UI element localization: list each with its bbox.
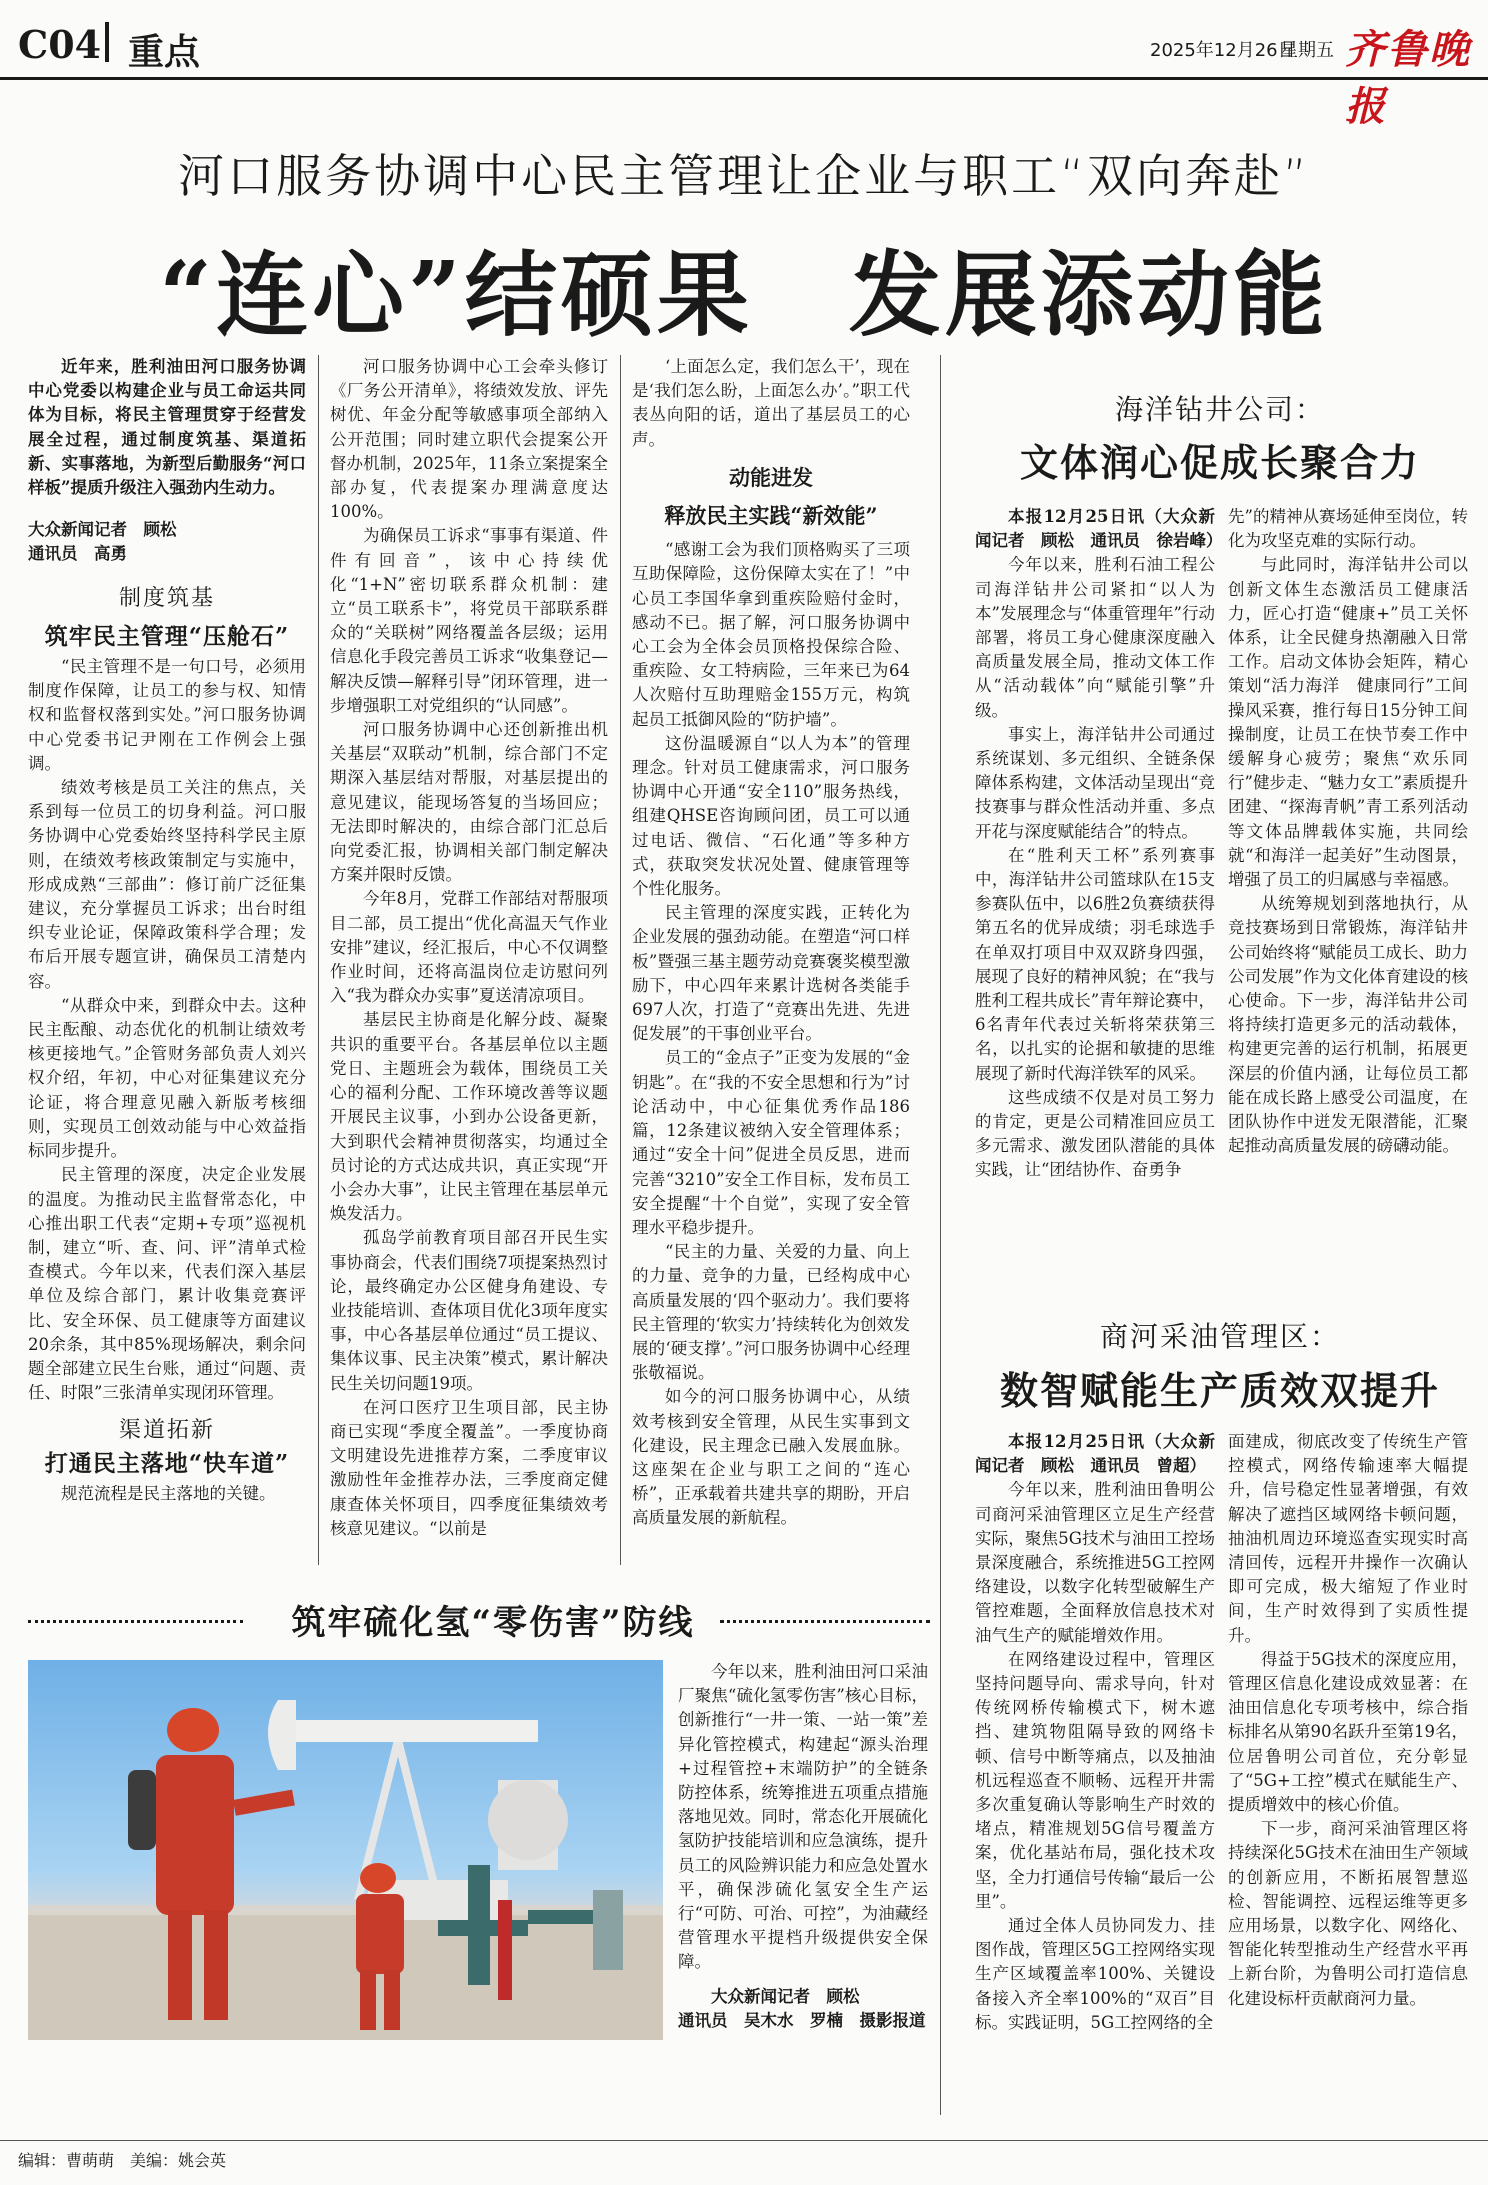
paragraph: 先”的精神从赛场延伸至岗位，转化为攻坚克难的实际行动。 (1228, 507, 1468, 551)
footer-rule (0, 2140, 1488, 2141)
byline-reporter: 大众新闻记者 顾松 (28, 520, 177, 540)
paragraph: 下一步，商河采油管理区将持续深化5G技术在油田生产领域的创新应用，不断拓展智慧巡检、智能调控、远程运维等更多应用场景，以数字化、网络化、智能化转型推动生产经营水平再上新台阶，为鲁明公司打造信息化建设标杆贡献商河力量。 (1228, 1819, 1468, 2008)
paragraph: 与此同时，海洋钻井公司以创新文体生态激活员工健康活力，匠心打造“健康+”员工关怀体系，让全民健身热潮融入日常工作。启动文体协会矩阵，精心策划“活力海洋 健康同行”工间操风采赛，推行每日15分钟工间操制度，让员工在快节奏工作中缓解身心疲劳；聚焦“欢乐同行”健步走、“魅力女工”素质提升团建、“探海青帆”青工系列活动等文体品牌载体实施，共同绘就“和海洋一起美好”生动图景，增强了员工的归属感与幸福感。 (1228, 555, 1468, 890)
issue-date: 2025年12月26日 (1150, 40, 1296, 61)
column-rule (940, 355, 941, 2115)
shanghe-column-1 (975, 1430, 1215, 2035)
ocean-kicker: 海洋钻井公司： (1114, 393, 1325, 426)
photo-box-caption (678, 1660, 928, 2033)
section-heading-2-kicker: 渠道拓新 (118, 1418, 215, 1444)
header-separator (105, 22, 109, 62)
page-code: C04 (18, 22, 102, 67)
section-heading-1 (28, 587, 306, 649)
section-heading-1-title: 筑牢民主管理“压舱石” (44, 622, 290, 650)
paragraph: 基层民主协商是化解分歧、凝聚共识的重要平台。各基层单位以主题党日、主题班会为载体，围绕员工关心的福利分配、工作环境改善等议题开展民主议事，小到办公设备更新，大到职代会精神贯彻落实，均通过全员讨论的方式达成共识，真正实现“开小会办大事”，让民主管理在基层单元焕发活力。 (330, 1010, 608, 1224)
paragraph: 今年以来，胜利油田河口采油厂聚焦“硫化氢零伤害”核心目标，创新推行“一井一策、一站一策”差异化管控模式，构建起“源头治理+过程管控+末端防护”的全链条防控体系，统筹推进五项重点措施落地见效。同时，常态化开展硫化氢防护技能培训和应急演练，提升员工的风险辨识能力和应急处置水平，确保涉硫化氢安全生产运行“可防、可治、可控”，为油藏经营管理水平提档升级提供安全保障。 (678, 1662, 928, 1972)
paragraph: 孤岛学前教育项目部召开民生实事协商会，代表们围绕7项提案热烈讨论，最终确定办公区健身角建设、专业技能培训、查体项目优化3项年度实事，中心各基层单位通过“员工提议、集体议事、民主决策”模式，累计解决民生关切问题19项。 (330, 1228, 608, 1393)
photo-credit-reporter: 大众新闻记者 顾松 (711, 1986, 860, 2006)
paragraph: 这份温暖源自“以人为本”的管理理念。针对员工健康需求，河口服务协调中心开通“安全110”服务热线，组建QHSE咨询顾问团，员工可以通过电话、微信、“石化通”等多种方式，获取突发状况处置、健康管理等个性化服务。 (632, 733, 910, 899)
section-heading-2-title: 打通民主落地“快车道” (44, 1449, 290, 1477)
paragraph: 事实上，海洋钻井公司通过系统谋划、多元组织、全链条保障体系构建，文体活动呈现出“竞技赛事与群众性活动并重、多点开花与深度赋能结合”的特点。 (975, 724, 1215, 841)
section-heading-1-kicker: 制度筑基 (118, 585, 215, 611)
ocean-title: 文体润心促成长聚合力 (1019, 440, 1420, 485)
oilfield-illustration (28, 1660, 663, 2040)
paragraph: 面建成，彻底改变了传统生产管控模式，网络传输速率大幅提升，信号稳定性显著增强，有效解决了遮挡区域网络卡顿问题，抽油机周边环境巡查实现实时高清回传，远程开井操作一次确认即可完成，极大缩短了作业时间，生产时效得到了实质性提升。 (1228, 1432, 1468, 1645)
paragraph: 河口服务协调中心工会牵头修订《厂务公开清单》，将绩效发放、评先树优、年金分配等敏感事项全部纳入公开范围；同时建立职代会提案公开督办机制，2025年，11条立案提案全部办复，代表提案办理满意度达100%。 (330, 357, 608, 522)
article-subhead: 河口服务协调中心民主管理让企业与职工“双向奔赴” (178, 149, 1310, 203)
byline-correspondent: 通讯员 高勇 (28, 544, 127, 564)
issue-weekday: 星期五 (1280, 40, 1334, 61)
paragraph: 今年以来，胜利石油工程公司海洋钻井公司紧扣“以人为本”发展理念与“体重管理年”行动部署，将员工身心健康深度融入高质量发展全局，推动文体工作从“活动载体”向“赋能引擎”升级。 (975, 555, 1215, 720)
footer-editors: 编辑：曹萌萌 美编：姚会英 (18, 2151, 227, 2170)
page-header (0, 0, 1488, 130)
paragraph: “感谢工会为我们顶格购买了三项互助保障险，这份保障太实在了！”中心员工李国华拿到重疾险赔付金时，感动不已。据了解，河口服务协调中心工会为全体会员顶格投保综合险、重疾险、女工特病险，三年来已为64人次赔付互助理赔金155万元，构筑起员工抵御风险的“防护墙”。 (632, 540, 910, 729)
shanghe-column-2 (1228, 1430, 1468, 2011)
paragraph: 民主管理的深度，决定企业发展的温度。为推动民主监督常态化，中心推出职工代表“定期+专项”巡视机制，建立“听、查、问、评”清单式检查模式。今年以来，代表们深入基层单位及综合部门，累计收集竞赛评比、安全环保、员工健康等方面建议20余条，其中85%现场解决，剩余问题全部建立民生台账，通过“问题、责任、时限”三张清单实现闭环管理。 (28, 1165, 306, 1403)
paragraph: 河口服务协调中心还创新推出机关基层“双联动”机制，综合部门不定期深入基层结对帮服，对基层提出的意见建议，能现场答复的当场回应；无法即时解决的，由综合部门汇总后向党委汇报，协调相关部门制定解决方案并限时反馈。 (330, 720, 608, 885)
paragraph: 从统筹规划到落地执行，从竞技赛场到日常锻炼，海洋钻井公司始终将“赋能员工成长、助力公司发展”作为文化体育建设的核心使命。下一步，海洋钻井公司将持续打造更多元的活动载体，构建更完善的运行机制，拓展更深层的价值内涵，让每位员工都能在成长路上感受公司温度，在团队协作中迸发无限潜能，汇聚起推动高质量发展的磅礴动能。 (1228, 894, 1468, 1156)
column-rule (318, 355, 319, 1565)
paragraph: 规范流程是民主落地的关键。 (61, 1483, 276, 1503)
paragraph: 今年以来，胜利油田鲁明公司商河采油管理区立足生产经营实际，聚焦5G技术与油田工控场景深度融合，系统推进5G工控网络建设，以数字化转型破解生产管控难题，全面释放信息技术对油气生产的赋能增效作用。 (975, 1480, 1215, 1645)
section-name: 重点 (128, 31, 201, 73)
article-lead: 近年来，胜利油田河口服务协调中心党委以构建企业与员工命运共同体为目标，将民主管理贯穿于经营发展全过程，通过制度筑基、渠道拓新、实事落地，为新型后勤服务“河口样板”提质升级注入强劲内生动力。 (28, 357, 306, 498)
section-heading-3-kicker: 动能进发 (729, 464, 813, 490)
paragraph: 绩效考核是员工关注的焦点，关系到每一位员工的切身利益。河口服务协调中心党委始终坚持科学民主原则，在绩效考核政策制定与实施中，形成成熟“三部曲”：修订前广泛征集建议，充分掌握员工诉求；出台时组织专业论证，保障政策科学合理；发布后开展专题宣讲，确保员工清楚内容。 (28, 778, 306, 991)
photo-credit-correspondent: 通讯员 吴木水 罗楠 摄影报道 (678, 2010, 926, 2030)
paragraph: 在“胜利天工杯”系列赛事中，海洋钻井公司篮球队在15支参赛队伍中，以6胜2负赛绩获得第五名的优异成绩；羽毛球选手在单双打项目中双双跻身四强，展现了良好的精神风貌；在“我与胜利工程共成长”青年辩论赛中，6名青年代表过关斩将荣获第三名，以扎实的论据和敏捷的思维展现了新时代海洋铁军的风采。 (975, 845, 1215, 1083)
paragraph: 民主管理的深度实践，正转化为企业发展的强劲动能。在塑造“河口样板”暨强三基主题劳动竞赛褒奖模型激励下，中心四年来累计选树各类能手697人次，打造了“竞赛出先进、先进促发展”的干事创业平台。 (632, 903, 910, 1044)
ocean-column-2 (1228, 505, 1468, 1158)
paragraph: 今年8月，党群工作部结对帮服项目二部，员工提出“优化高温天气作业安排”建议，经汇报后，中心不仅调整作业时间，还将高温岗位走访慰问列入“我为群众办实事”夏送清凉项目。 (330, 889, 608, 1006)
paragraph: 在网络建设过程中，管理区坚持问题导向、需求导向，针对传统网桥传输模式下，树木遮挡、建筑物阻隔导致的网络卡顿、信号中断等痛点，以及抽油机远程巡查不顺畅、远程开井需多次重复确认等影响生产时效的堵点，精准规划5G信号覆盖方案，优化基站布局，强化技术攻坚，全力打通信号传输“最后一公里”。 (975, 1649, 1215, 1911)
paragraph: 在河口医疗卫生项目部，民主协商已实现“季度全覆盖”。一季度协商文明建设先进推荐方案，二季度审议激励性年金推荐办法，三季度商定健康查体关怀项目，四季度征集绩效考核意见建议。“以前是 (330, 1397, 608, 1538)
paragraph: ‘上面怎么定，我们怎么干’，现在是‘我们怎么盼，上面怎么办’。”职工代表丛向阳的话，道出了基层员工的心声。 (632, 357, 910, 449)
photo-box-title: 筑牢硫化氢“零伤害”防线 (291, 1603, 695, 1643)
main-column-2 (330, 355, 608, 1541)
main-column-3 (632, 355, 910, 1531)
ocean-dateline: 本报12月25日讯（大众新闻记者 顾松 通讯员 徐岩峰） (975, 507, 1223, 551)
paragraph: “民主的力量、关爱的力量、向上的力量、竞争的力量，已经构成中心高质量发展的‘四个驱动力’。我们要将民主管理的‘软实力’持续转化为创效发展的‘硬支撑’。”河口服务协调中心经理张敬福说。 (632, 1242, 910, 1383)
shanghe-title: 数智赋能生产质效双提升 (999, 1368, 1440, 1413)
oilfield-photo (28, 1660, 663, 2040)
paragraph: 通过全体人员协同发力、挂图作战，管理区5G工控网络实现生产区域覆盖率100%、关键设备接入齐全率100%的“双百”目标。实践证明，5G工控网络的全 (975, 1916, 1215, 2032)
paragraph: “从群众中来，到群众中去。这种民主酝酿、动态优化的机制让绩效考核更接地气。”企管财务部负责人刘兴权介绍，年初，中心对征集建议充分论证，将合理意见融入新版考核细则，实现员工创效动能与中心效益指标同步提升。 (28, 995, 306, 1161)
section-heading-2 (28, 1419, 306, 1475)
paragraph: 这些成绩不仅是对员工努力的肯定，更是公司精准回应员工多元需求、激发团队潜能的具体实践，让“团结协作、奋勇争 (975, 1087, 1215, 1180)
article-headline: “连心”结硕果 发展添动能 (159, 241, 1329, 349)
paragraph: 得益于5G技术的深度应用，管理区信息化建设成效显著：在油田信息化专项考核中，综合指标排名从第90名跃升至第19名，位居鲁明公司首位，充分彰显了“5G+工控”模式在赋能生产、提质增效中的核心价值。 (1228, 1649, 1468, 1815)
column-rule (620, 355, 621, 1565)
newspaper-logo: 齐鲁晚报 (1345, 26, 1471, 130)
main-column-1 (28, 355, 306, 1506)
ocean-column-1 (975, 505, 1223, 1183)
paragraph: “民主管理不是一句口号，必须用制度作保障，让员工的参与权、知情权和监督权落到实处。”河口服务协调中心党委书记尹刚在工作例会上强调。 (28, 657, 306, 773)
shanghe-kicker: 商河采油管理区： (1099, 1320, 1340, 1353)
paragraph: 员工的“金点子”正变为发展的“金钥匙”。在“我的不安全思想和行为”讨论活动中，中心征集优秀作品186篇，12条建议被纳入安全管理体系；通过“安全十问”促进全员反思，进而完善“3210”安全工作目标，发布员工安全提醒“十个自觉”，实现了安全管理水平稳步提升。 (632, 1048, 910, 1237)
section-heading-3-title: 释放民主实践“新效能” (664, 503, 878, 529)
shanghe-dateline: 本报12月25日讯（大众新闻记者 顾松 通讯员 曾超） (975, 1432, 1215, 1476)
paragraph: 如今的河口服务协调中心，从绩效考核到安全管理，从民生实事到文化建设，民主理念已融入发展血脉。这座架在企业与职工之间的“连心桥”，正承载着共建共享的期盼，开启高质量发展的新航程。 (632, 1387, 910, 1528)
paragraph: 为确保员工诉求“事事有渠道、件件有回音”，该中心持续优化“1+N”密切联系群众机制：建立“员工联系卡”，将党员干部联系群众的“关联树”网络覆盖各层级；运用信息化手段完善员工诉求“收集登记—解决反馈—解释引导”闭环管理，进一步增强职工对党组织的“认同感”。 (330, 526, 608, 715)
